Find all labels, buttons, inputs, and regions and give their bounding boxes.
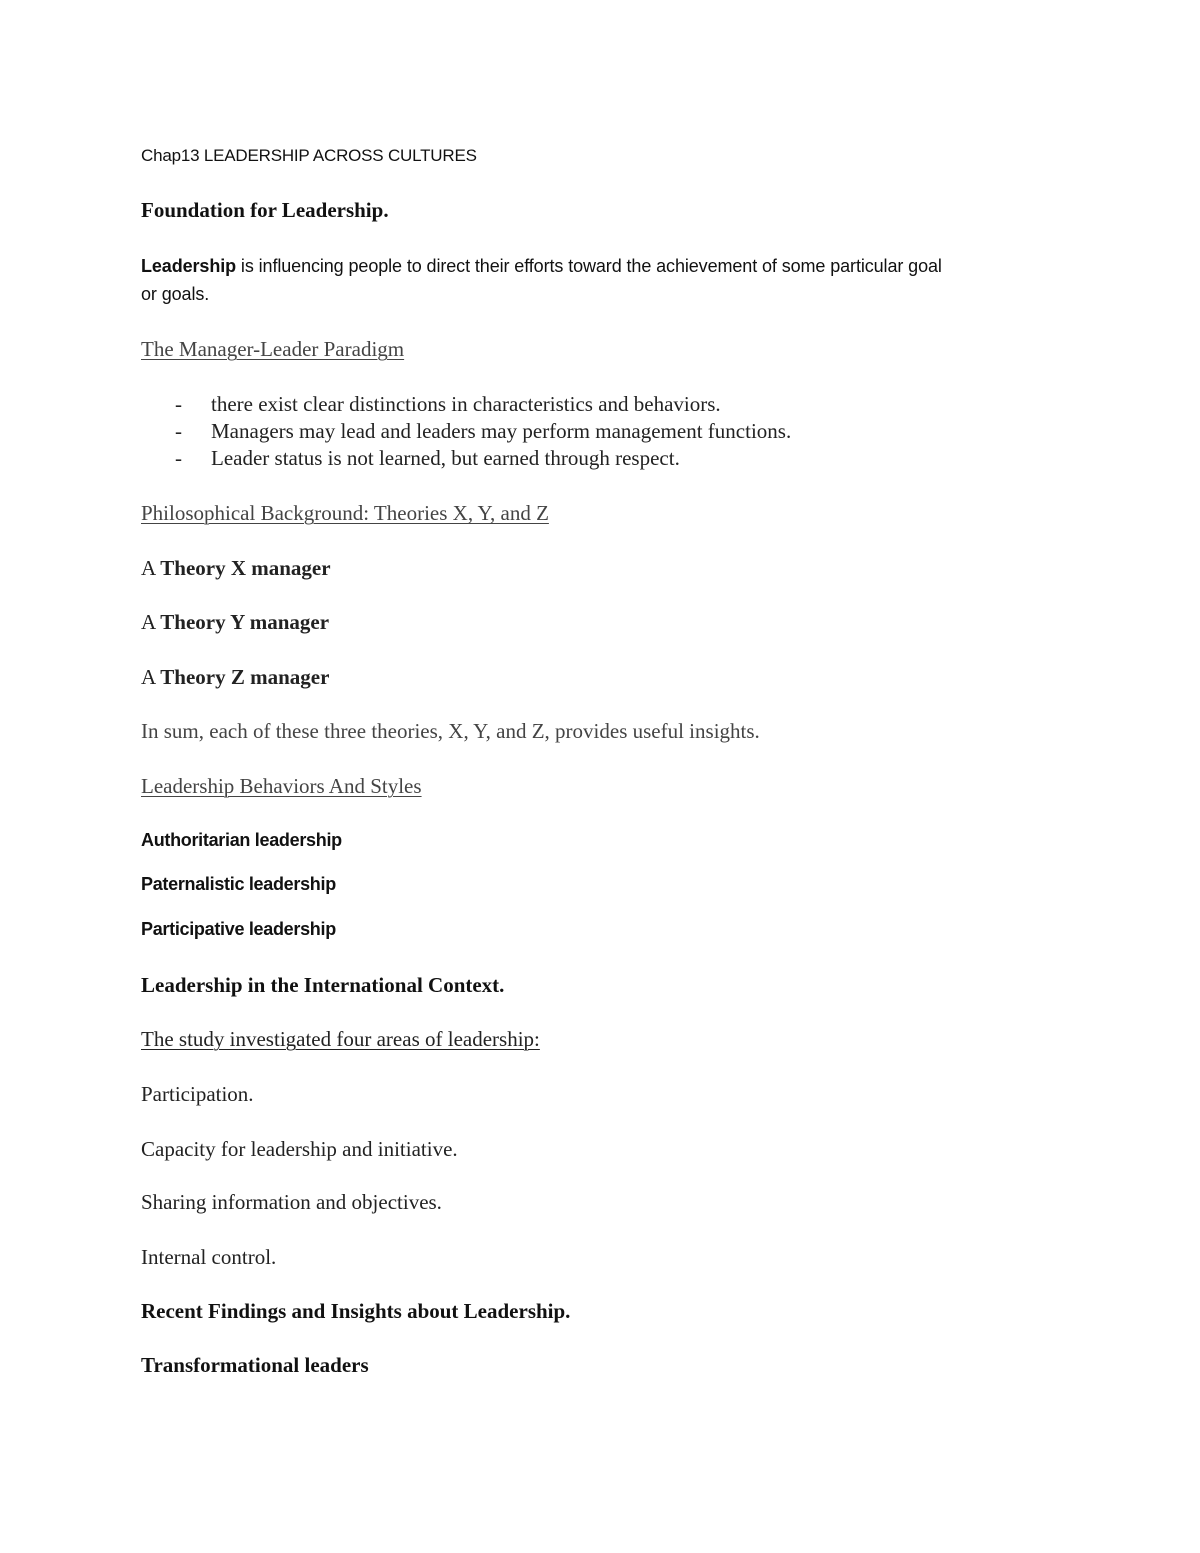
list-item: - Managers may lead and leaders may perform management functions.: [175, 419, 792, 443]
international-heading: Leadership in the International Context.: [141, 973, 505, 997]
theory-y-label: Theory Y manager: [160, 610, 330, 634]
area-capacity: Capacity for leadership and initiative.: [141, 1137, 458, 1161]
dash-bullet-icon: -: [175, 392, 182, 416]
style-paternalistic: Paternalistic leadership: [141, 874, 336, 894]
manager-leader-list: [141, 391, 791, 472]
theory-x-label: Theory X manager: [160, 556, 331, 580]
definition-text: is influencing people to direct their efforts toward the achievement of some particular goal: [236, 256, 942, 276]
area-internal-control: Internal control.: [141, 1245, 277, 1269]
area-participation: Participation.: [141, 1082, 254, 1106]
definition-term: Leadership: [141, 256, 237, 276]
style-participative: Participative leadership: [141, 919, 336, 939]
definition-line-1: [141, 257, 942, 275]
theory-y-line: A Theory Y manager: [141, 610, 330, 634]
dash-bullet-icon: -: [175, 446, 182, 470]
area-sharing: Sharing information and objectives.: [141, 1190, 442, 1214]
manager-leader-heading: The Manager-Leader Paradigm: [141, 337, 405, 361]
theories-summary: In sum, each of these three theories, X, Y, and Z, provides useful insights.: [141, 719, 760, 743]
foundation-heading: Foundation for Leadership.: [141, 198, 389, 222]
document-title: Chap13 LEADERSHIP ACROSS CULTURES: [141, 146, 477, 165]
dash-bullet-icon: -: [175, 419, 182, 443]
theory-z-label: Theory Z manager: [160, 665, 330, 689]
theory-x-line: A Theory X manager: [141, 556, 331, 580]
philosophical-heading: Philosophical Background: Theories X, Y, and Z: [141, 501, 549, 525]
style-authoritarian: Authoritarian leadership: [141, 830, 342, 850]
theory-z-line: A Theory Z manager: [141, 665, 330, 689]
list-item: - Leader status is not learned, but earned through respect.: [175, 446, 680, 470]
definition-line-2: or goals.: [141, 284, 210, 304]
transformational-heading: Transformational leaders: [141, 1353, 369, 1377]
recent-findings-heading: Recent Findings and Insights about Leadership.: [141, 1299, 571, 1323]
behaviors-heading: Leadership Behaviors And Styles: [141, 774, 422, 798]
list-item: - there exist clear distinctions in characteristics and behaviors.: [175, 392, 721, 416]
study-heading: The study investigated four areas of leadership:: [141, 1027, 540, 1051]
